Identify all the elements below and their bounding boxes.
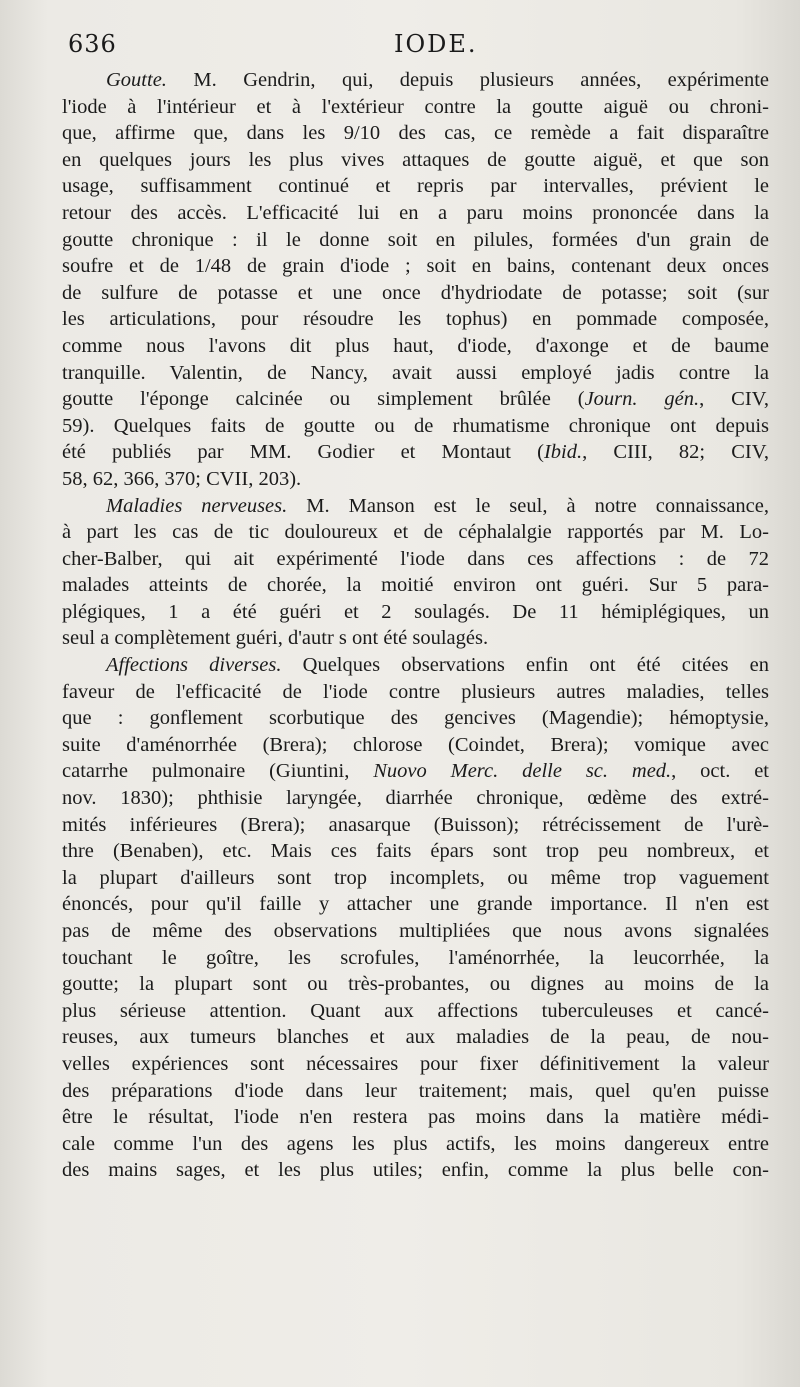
text-run: mités inférieures (Brera); anasarque (Buisson); rétrécissement de l'urè-: [62, 813, 769, 836]
text-line: [62, 333, 769, 360]
text-line: [62, 227, 769, 254]
text-line: [62, 147, 769, 174]
text-line: [62, 1024, 769, 1051]
text-line: [62, 413, 769, 440]
text-run: suite d'aménorrhée (Brera); chlorose (Coindet, Brera); vomique avec: [62, 733, 769, 756]
text-line: [62, 306, 769, 333]
text-run: des préparations d'iode dans leur traitement; mais, quel qu'en puisse: [62, 1079, 769, 1102]
body-text: [62, 67, 769, 1184]
text-run: M. Manson est le seul, à notre connaissance,: [287, 494, 769, 517]
text-run: retour des accès. L'efficacité lui en a paru moins prononcée dans la: [62, 201, 769, 224]
italic-text: Ibid.: [543, 441, 583, 464]
text-run: tranquille. Valentin, de Nancy, avait aussi employé jadis contre la: [62, 361, 769, 384]
text-run: pas de même des observations multipliées que nous avons signalées: [62, 920, 769, 942]
text-run: la plupart d'ailleurs sont trop incomplets, ou même trop vaguement: [62, 866, 769, 889]
text-run: malades atteints de chorée, la moitié environ ont guéri. Sur 5 para-: [62, 574, 769, 597]
text-run: goutte chronique : il le donne soit en pilules, formées d'un grain de: [62, 228, 769, 251]
text-line: [62, 625, 769, 652]
text-run: soufre et de 1/48 de grain d'iode ; soit en bains, contenant deux onces: [62, 255, 769, 278]
text-line: [62, 173, 769, 200]
text-run: goutte l'éponge calcinée ou simplement brûlée (: [62, 388, 585, 411]
text-line: [62, 1104, 769, 1131]
text-line: [62, 599, 769, 626]
text-run: l'iode à l'intérieur et à l'extérieur contre la goutte aiguë ou chroni-: [62, 95, 769, 118]
text-run: , CIV,: [699, 388, 769, 411]
text-run: seul a complètement guéri, d'autr s ont été soulagés.: [62, 627, 489, 650]
text-run: , CIII, 82; CIV,: [582, 441, 769, 464]
text-line: [62, 519, 769, 546]
text-run: que : gonflement scorbutique des gencives (Magendie); hémoptysie,: [62, 707, 769, 730]
text-line: [62, 439, 769, 466]
text-run: à part les cas de tic douloureux et de céphalalgie rapportés par M. Lo-: [62, 521, 769, 544]
text-run: nov. 1830); phthisie laryngée, diarrhée chronique, œdème des extré-: [62, 787, 769, 810]
text-line: [62, 1131, 769, 1158]
text-line: [62, 679, 769, 706]
text-line: [62, 998, 769, 1025]
text-run: que, affirme que, dans les 9/10 des cas, ce remède a fait disparaître: [62, 122, 769, 145]
text-run: Quelques observations enfin ont été citées en: [281, 654, 769, 677]
text-run: faveur de l'efficacité de l'iode contre plusieurs autres maladies, telles: [62, 680, 769, 703]
page-number: 636: [68, 30, 117, 58]
text-line: [62, 1051, 769, 1078]
text-run: comme nous l'avons dit plus haut, d'iode, d'axonge et de baume: [62, 334, 769, 357]
italic-text: Maladies nerveuses.: [106, 494, 288, 517]
text-line: [62, 652, 769, 679]
text-line: [62, 758, 769, 785]
text-line: [62, 120, 769, 147]
text-line: [62, 812, 769, 839]
italic-text: Goutte.: [106, 69, 167, 91]
text-line: [62, 466, 769, 493]
text-line: [62, 918, 769, 945]
text-run: les articulations, pour résoudre les tophus) en pommade composée,: [62, 308, 769, 331]
text-line: [62, 785, 769, 812]
text-line: [62, 971, 769, 998]
text-run: M. Gendrin, qui, depuis plusieurs années, expérimente: [166, 69, 769, 91]
text-run: 59). Quelques faits de goutte ou de rhumatisme chronique ont depuis: [62, 414, 769, 437]
text-line: [62, 865, 769, 892]
text-line: [62, 705, 769, 732]
text-line: [62, 67, 769, 94]
text-run: été publiés par MM. Godier et Montaut (: [62, 441, 544, 464]
italic-text: Affections diverses.: [106, 654, 282, 677]
text-run: goutte; la plupart sont ou très-probantes, ou dignes au moins de la: [62, 973, 769, 996]
text-line: [62, 732, 769, 759]
text-line: [62, 572, 769, 599]
running-title: IODE.: [394, 30, 478, 58]
text-run: être le résultat, l'iode n'en restera pas moins dans la matière médi-: [62, 1106, 769, 1129]
text-run: cher-Balber, qui ait expérimenté l'iode dans ces affections : de 72: [62, 547, 769, 570]
text-line: [62, 1078, 769, 1105]
text-run: velles expériences sont nécessaires pour fixer définitivement la valeur: [62, 1052, 769, 1075]
text-line: [62, 280, 769, 307]
text-run: des mains sages, et les plus utiles; enfin, comme la plus belle con-: [62, 1159, 769, 1182]
text-line: [62, 1157, 769, 1184]
text-line: [62, 493, 769, 520]
text-run: cale comme l'un des agens les plus actifs, les moins dangereux entre: [62, 1132, 769, 1155]
text-run: plus sérieuse attention. Quant aux affections tuberculeuses et cancé-: [62, 999, 769, 1022]
text-line: [62, 253, 769, 280]
text-run: , oct. et: [671, 760, 769, 783]
text-run: reuses, aux tumeurs blanches et aux maladies de la peau, de nou-: [62, 1026, 769, 1049]
text-line: [62, 200, 769, 227]
text-run: thre (Benaben), etc. Mais ces faits épars sont trop peu nombreux, et: [62, 840, 769, 863]
text-line: [62, 386, 769, 413]
text-line: [62, 546, 769, 573]
text-line: [62, 838, 769, 865]
text-run: usage, suffisamment continué et repris par intervalles, prévient le: [62, 175, 769, 198]
text-run: énoncés, pour qu'il faille y attacher une grande importance. Il n'en est: [62, 893, 769, 916]
text-run: catarrhe pulmonaire (Giuntini,: [62, 760, 374, 783]
text-line: [62, 945, 769, 972]
text-run: 58, 62, 366, 370; CVII, 203).: [62, 467, 302, 490]
text-line: [62, 94, 769, 121]
page-header: [68, 30, 776, 66]
italic-text: Nuovo Merc. delle sc. med.: [373, 760, 672, 783]
text-line: [62, 360, 769, 387]
text-run: touchant le goître, les scrofules, l'aménorrhée, la leucorrhée, la: [62, 946, 769, 969]
text-run: de sulfure de potasse et une once d'hydriodate de potasse; soit (sur: [62, 281, 769, 304]
text-line: [62, 891, 769, 918]
text-run: plégiques, 1 a été guéri et 2 soulagés. De 11 hémiplégiques, un: [62, 600, 769, 623]
text-run: en quelques jours les plus vives attaques de goutte aiguë, et que son: [62, 148, 769, 171]
italic-text: Journ. gén.: [584, 388, 700, 411]
